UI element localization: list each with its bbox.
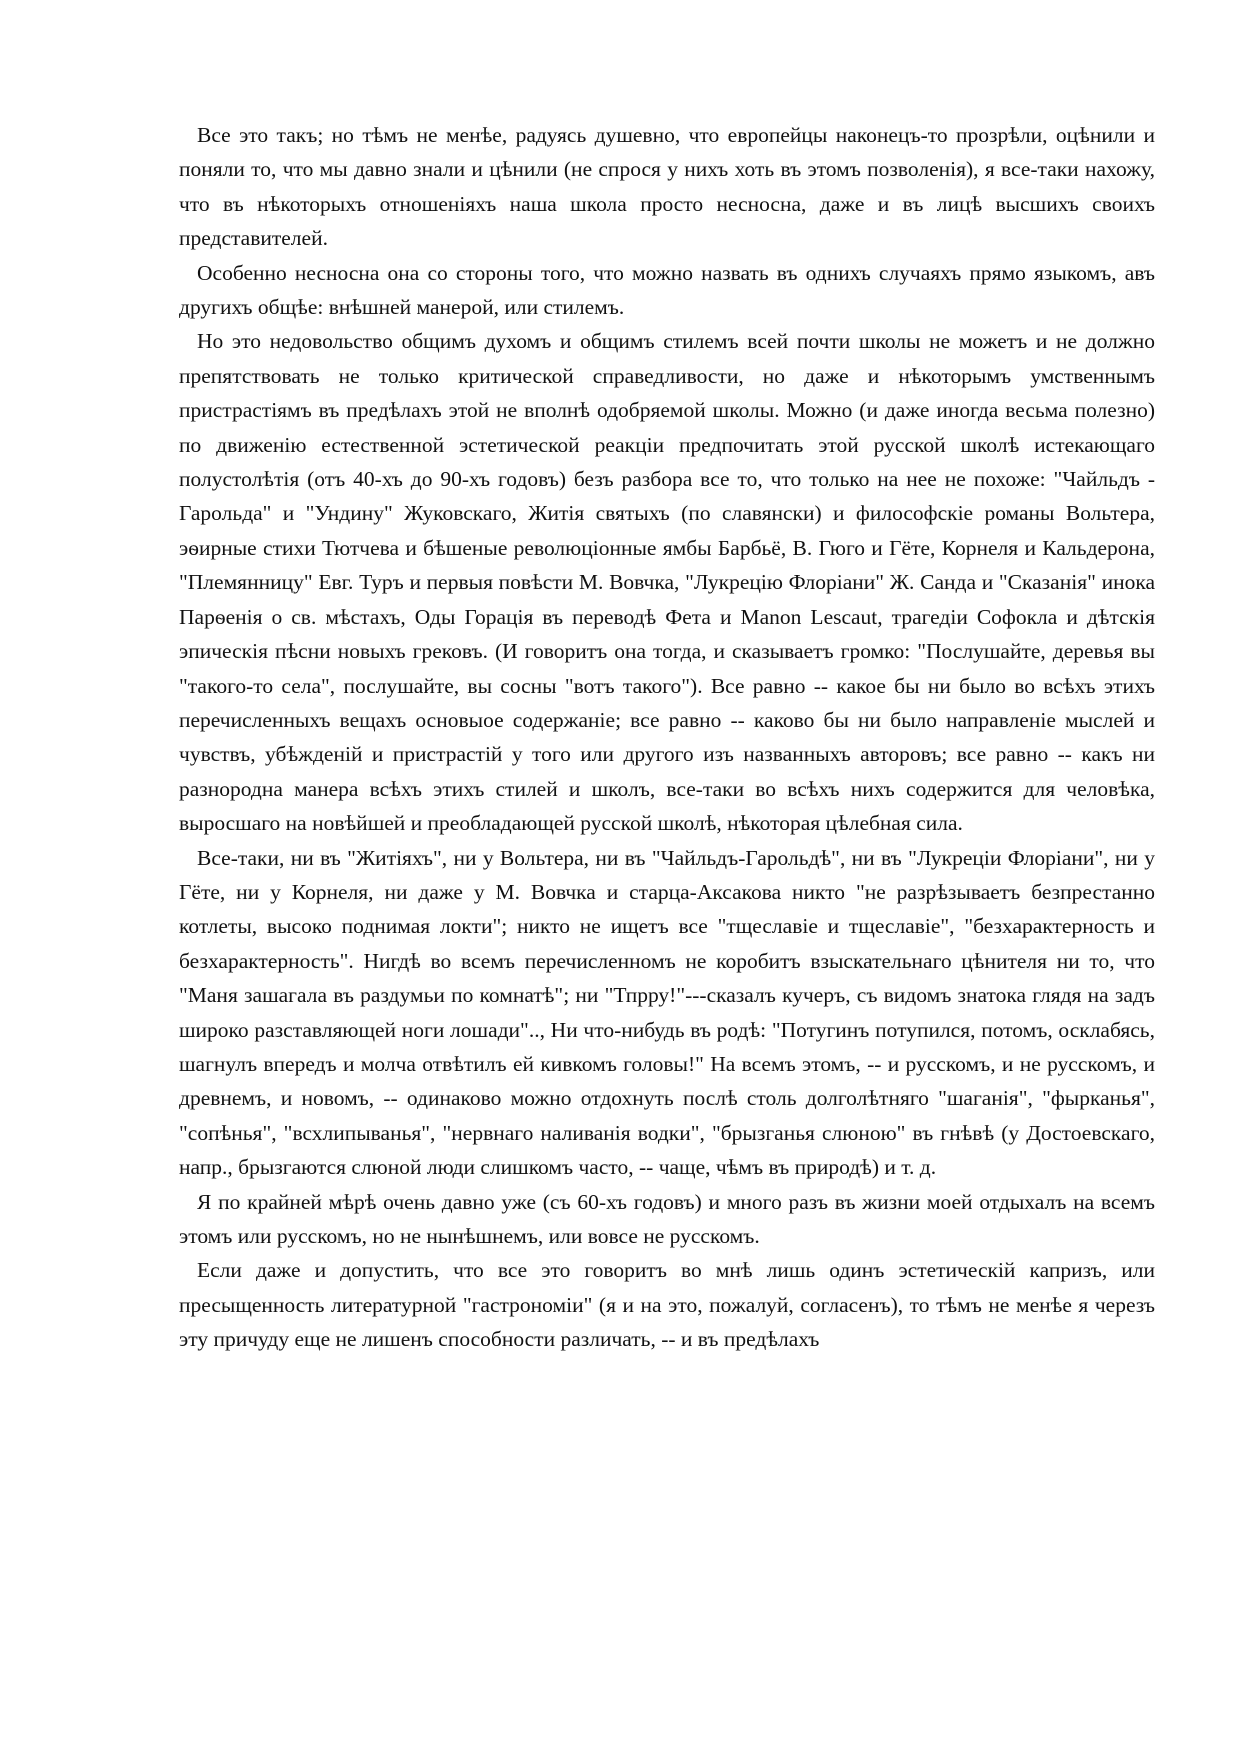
paragraph-4: Все-таки, ни въ "Житіяхъ", ни у Вольтера, ни въ "Чайльдъ-Гарольдѣ", ни въ "Лукреціи Флоріани", ни у Гёте, ни у Корнеля, ни даже у М. Вовчка и старца-Аксакова никто "не разрѣзываетъ безпрестанно котлеты, высоко поднимая локти"; никто не ищетъ все "тщеславіе и тщеславіе", "безхарактерность и безхарактерность". Нигдѣ во всемъ перечисленномъ не коробитъ взыскательнаго цѣнителя ни то, что "Маня зашагала въ раздумьи по комнатѣ"; ни "Тпрру!"---сказалъ кучеръ, съ видомъ знатока глядя на задъ широко разставляющей ноги лошади".., Ни что-нибудь въ родѣ: "Потугинъ потупился, потомъ, осклабясь, шагнулъ впередъ и молча отвѣтилъ ей кивкомъ головы!" На всемъ этомъ, -- и русскомъ, и не русскомъ, и древнемъ, и новомъ, -- одинаково можно отдохнуть послѣ столь долголѣтняго "шаганія", "фырканья", "сопѣнья", "всхлипыванья", "нервнаго наливанія водки", "брызганья слюною" въ гнѣвѣ (у Достоевскаго, напр., брызгаются слюной люди слишкомъ часто, -- чаще, чѣмъ въ природѣ) и т. д. bbox=[179, 845, 1155, 1180]
document-page bbox=[179, 118, 1155, 1357]
paragraph-1: Все это такъ; но тѣмъ не менѣе, радуясь душевно, что европейцы наконецъ-то прозрѣли, оцѣнили и поняли то, что мы давно знали и цѣнили (не спрося у нихъ хоть въ этомъ позволенія), я все-таки нахожу, что въ нѣкоторыхъ отношеніяхъ наша школа просто несносна, даже и въ лицѣ высшихъ своихъ представителей. bbox=[179, 123, 1155, 251]
paragraph-3: Но это недовольство общимъ духомъ и общимъ стилемъ всей почти школы не можетъ и не должно препятствовать не только критической справедливости, но даже и нѣкоторымъ умственнымъ пристрастіямъ въ предѣлахъ этой не вполнѣ одобряемой школы. Можно (и даже иногда весьма полезно) по движенію естественной эстетической реакціи предпочитать этой русской школѣ истекающаго полустолѣтія (отъ 40-хъ до 90-хъ годовъ) безъ разбора все то, что только на нее не похоже: "Чайльдъ - Гарольда" и "Ундину" Жуковскаго, Житія святыхъ (по славянски) и философскіе романы Вольтера, эѳирные стихи Тютчева и бѣшеные революціонные ямбы Барбьё, В. Гюго и Гёте, Корнеля и Кальдерона, "Племянницу" Евг. Туръ и первыя повѣсти М. Вовчка, "Лукрецію Флоріани" Ж. Санда и "Сказанія" инока Парѳенія о св. мѣстахъ, Оды Горація въ переводѣ Фета и Manon Lescaut, трагедіи Софокла и дѣтскія эпическія пѣсни новыхъ грековъ. (И говоритъ она тогда, и сказываетъ громко: "Послушайте, деревья вы "такого-то села", послушайте, вы сосны "вотъ такого"). Все равно -- какое бы ни было во всѣхъ этихъ перечисленныхъ вещахъ основыое содержаніе; все равно -- каково бы ни было направленіе мыслей и чувствъ, убѣжденій и пристрастій у того или другого изъ названныхъ авторовъ; все равно -- какъ ни разнородна манера всѣхъ этихъ стилей и школъ, все-таки во всѣхъ нихъ содержится для человѣка, выросшаго на новѣйшей и преобладающей русской школѣ, нѣкоторая цѣлебная сила. bbox=[179, 329, 1155, 836]
paragraph-5: Я по крайней мѣрѣ очень давно уже (съ 60-хъ годовъ) и много разъ въ жизни моей отдыхалъ на всемъ этомъ или русскомъ, но не нынѣшнемъ, или вовсе не русскомъ. bbox=[179, 1189, 1155, 1248]
paragraph-2: Особенно несносна она со стороны того, что можно назвать въ однихъ случаяхъ прямо языкомъ, авъ другихъ общѣе: внѣшней манерой, или стилемъ. bbox=[179, 260, 1155, 320]
paragraph-6: Если даже и допустить, что все это говоритъ во мнѣ лишь одинъ эстетическій капризъ, или пресыщенность литературной "гастрономіи" (я и на это, пожалуй, согласенъ), то тѣмъ не менѣе я черезъ эту причуду еще не лишенъ способности различать, -- и въ предѣлахъ bbox=[179, 1258, 1155, 1352]
